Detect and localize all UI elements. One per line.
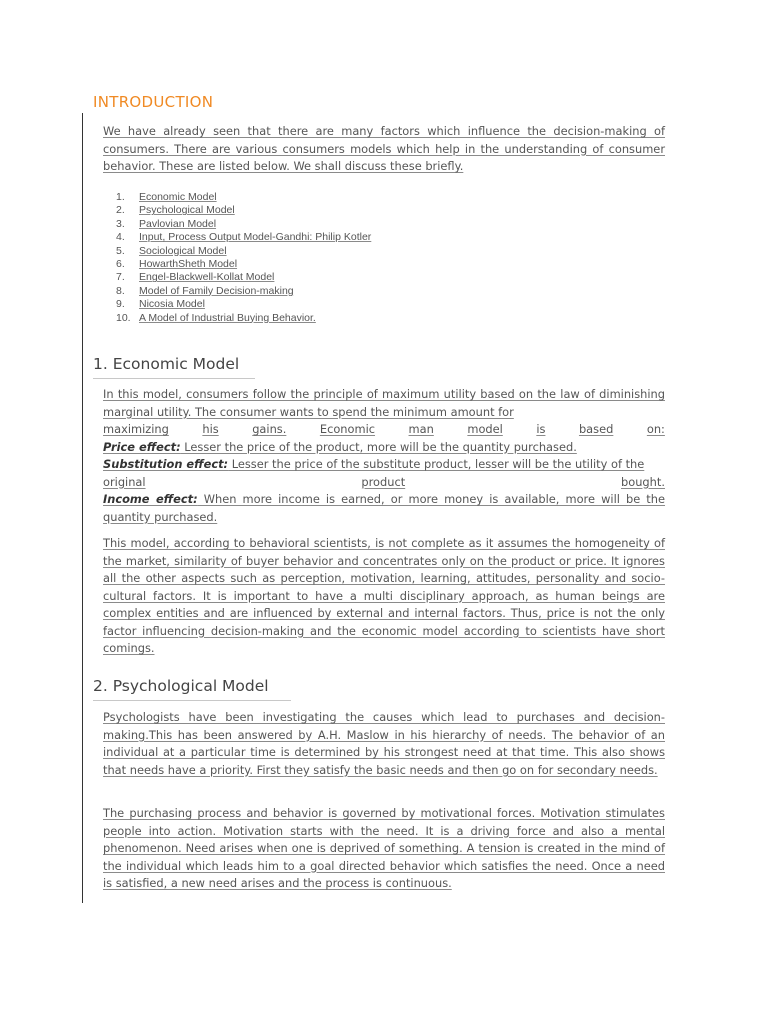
substitution-effect-term: Substitution effect: <box>103 457 229 471</box>
model-list-item[interactable]: 2. Psychological Model <box>116 204 235 217</box>
economic-intro-text: In this model, consumers follow the principle of maximum utility based on the law of diminishing marginal utility. The consumer wants to spend the minimum amount for <box>103 387 665 419</box>
intro-paragraph: We have already seen that there are many factors which influence the decision-making of consumers. There are various consumers models which help in the understanding of consumer behavior. These are listed below. We shall discuss these briefly. <box>103 124 665 173</box>
heading-underline <box>93 700 291 701</box>
model-list-item[interactable]: 8. Model of Family Decision-making <box>116 284 294 297</box>
heading-underline <box>93 378 255 379</box>
model-list-item[interactable]: 6. HowarthSheth Model <box>116 258 238 271</box>
substitution-justified-line: original product bought. <box>103 474 665 489</box>
model-list <box>116 191 371 325</box>
substitution-effect-line: Substitution effect: Lesser the price of the substitute product, lesser will be the utility of the <box>103 457 645 471</box>
price-effect-term: Price effect: <box>103 439 181 454</box>
model-list-item[interactable]: 1. Economic Model <box>116 191 217 203</box>
model-list-item[interactable]: 7. Engel-Blackwell-Kollat Model <box>116 271 275 284</box>
income-effect-line: Income effect: When more income is earned, or more money is available, more will be the quantity purchased. <box>103 492 666 524</box>
income-effect-term: Income effect: <box>103 492 198 506</box>
price-effect-line: Price effect: Lesser the price of the product, more will be the quantity purchased. <box>103 439 577 454</box>
economic-justified-line: maximizing his gains. Economic man model is based on: <box>103 422 665 436</box>
psychological-paragraph-2: The purchasing process and behavior is governed by motivational forces. Motivation stimulates people into action. Motivation starts with the need. It is a driving force and also a mental phenomenon. Need arises when one is deprived of something. A tension is created in the mind of the individual which leads him to a goal directed behavior which satisfies the need. Once a need is satisfied, a new need arises and the process is continuous. <box>103 806 665 890</box>
margin-rule <box>82 113 83 903</box>
model-list-item[interactable]: 4. Input, Process Output Model-Gandhi: Philip Kotler <box>116 231 372 244</box>
economic-critique-paragraph: This model, according to behavioral scientists, is not complete as it assumes the homogeneity of the market, similarity of buyer behavior and concentrates only on the product or price. It ignores all the other aspects such as perception, motivation, learning, attitudes, personality and socio-cultural factors. It is important to have a multi disciplinary approach, as human beings are complex entities and are influenced by external and internal factors. Thus, price is not the only factor influencing decision-making and the economic model according to scientists have short comings. <box>103 536 665 655</box>
model-list-item[interactable]: 3. Pavlovian Model <box>116 217 217 230</box>
psychological-model-heading: 2. Psychological Model <box>93 677 269 695</box>
psychological-paragraph-1: Psychologists have been investigating the causes which lead to purchases and decision-making.This has been answered by A.H. Maslow in his hierarchy of needs. The behavior of an individual at a particular time is determined by his strongest need at that time. This also shows that needs have a priority. First they satisfy the basic needs and then go on for secondary needs. <box>103 710 665 777</box>
model-list-item[interactable]: 5. Sociological Model <box>116 244 227 257</box>
model-list-item[interactable]: 9. Nicosia Model <box>116 298 205 311</box>
introduction-heading: INTRODUCTION <box>93 93 214 111</box>
economic-model-heading: 1. Economic Model <box>93 355 240 373</box>
economic-model-paragraph <box>103 386 665 526</box>
model-list-item[interactable]: 10. A Model of Industrial Buying Behavior. <box>116 311 316 324</box>
